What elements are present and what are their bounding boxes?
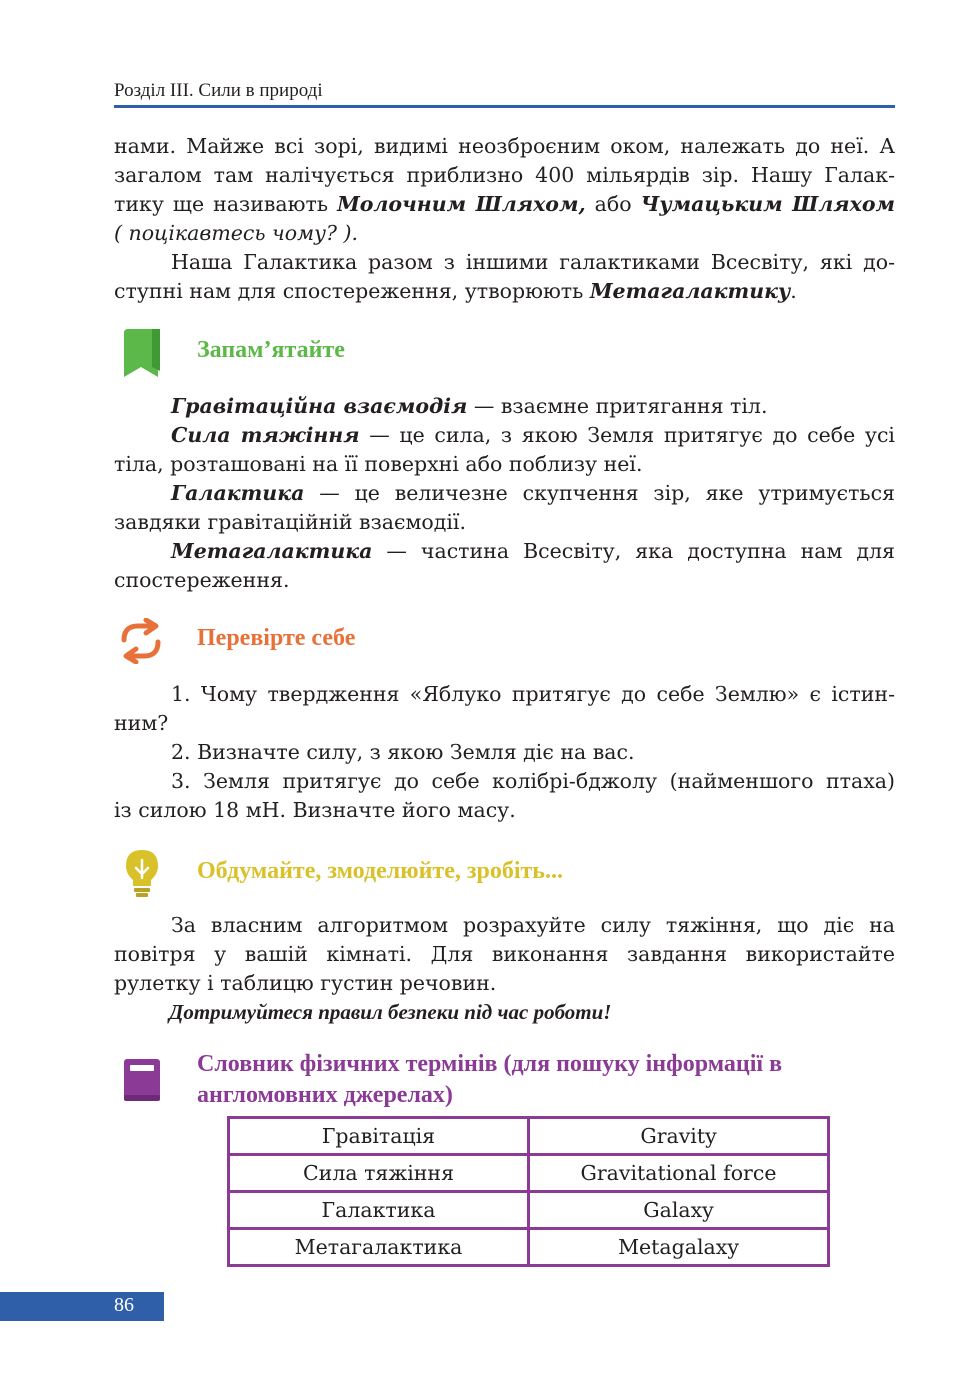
task-line-3: рулетку і таблицю густин речовин. bbox=[114, 971, 497, 995]
remember-title: Запам’ятайте bbox=[197, 337, 345, 363]
task-line-2: повітря у вашій кімнаті. Для виконання завдання використайте bbox=[114, 942, 895, 966]
lightbulb-icon bbox=[122, 848, 162, 898]
intro-line-4: ( поцікавтесь чому? ). bbox=[114, 221, 359, 245]
term-en: Gravity bbox=[529, 1118, 829, 1155]
terms-table bbox=[227, 1116, 830, 1267]
bookmark-icon bbox=[122, 327, 162, 379]
term-chumatskyi-shliakh: Чумацьким Шляхом bbox=[640, 192, 895, 216]
term-en: Galaxy bbox=[529, 1192, 829, 1229]
safety-note: Дотримуйтеся правил безпеки під час роботи! bbox=[169, 1000, 612, 1024]
running-header: Розділ ІІІ. Сили в природі bbox=[114, 80, 323, 101]
definition-metagalaxy-line-1: Метагалактика — частина Всесвіту, яка доступна нам для bbox=[171, 539, 895, 563]
question-3-line-2: із силою 18 мН. Визначте його масу. bbox=[114, 798, 516, 822]
question-1-line-2: ним? bbox=[114, 711, 169, 735]
table-row bbox=[229, 1118, 829, 1155]
definition-gravity-force-line-2: тіла, розташовані на її поверхні або поблизу неї. bbox=[114, 452, 643, 476]
book-icon bbox=[122, 1057, 162, 1103]
question-3-line-1: 3. Земля притягує до себе колібрі-бджолу (найменшого птаха) bbox=[171, 769, 895, 793]
intro-p2-line-1: Наша Галактика разом з іншими галактиками Всесвіту, які до- bbox=[171, 250, 895, 274]
task-line-1: За власним алгоритмом розрахуйте силу тяжіння, що діє на bbox=[171, 913, 895, 937]
intro-line-1: нами. Майже всі зорі, видимі неозброєним оком, належать до неї. А bbox=[114, 134, 895, 158]
page-number-badge bbox=[0, 1292, 164, 1321]
term-en: Metagalaxy bbox=[529, 1229, 829, 1266]
definition-galaxy-line-1: Галактика — це величезне скупчення зір, яке утримується bbox=[171, 481, 895, 505]
definition-metagalaxy-line-2: спостереження. bbox=[114, 568, 290, 592]
term-uk: Метагалактика bbox=[229, 1229, 529, 1266]
definition-gravity-force-line-1: Сила тяжіння — це сила, з якою Земля притягує до себе усі bbox=[171, 423, 895, 447]
term-uk: Сила тяжіння bbox=[229, 1155, 529, 1192]
check-title: Перевірте себе bbox=[197, 625, 356, 651]
dictionary-title-line-1: Словник фізичних термінів (для пошуку інформації в bbox=[197, 1051, 783, 1077]
page-number: 86 bbox=[114, 1294, 134, 1316]
term-en: Gravitational force bbox=[529, 1155, 829, 1192]
definition-galaxy-line-2: завдяки гравітаційній взаємодії. bbox=[114, 510, 467, 534]
definition-gravitational-interaction: Гравітаційна взаємодія — взаємне притягання тіл. bbox=[171, 394, 768, 418]
table-row bbox=[229, 1155, 829, 1192]
term-milky-way: Молочним Шляхом, bbox=[337, 192, 586, 216]
table-row bbox=[229, 1192, 829, 1229]
table-row bbox=[229, 1229, 829, 1266]
cycle-arrows-icon bbox=[116, 618, 166, 664]
intro-line-3: тику ще називають Молочним Шляхом, або Чумацьким Шляхом bbox=[114, 192, 895, 216]
term-uk: Галактика bbox=[229, 1192, 529, 1229]
intro-p2-line-2: ступні нам для спостереження, утворюють Метагалактику. bbox=[114, 279, 797, 303]
intro-line-2: загалом там налічується приблизно 400 мільярдів зір. Нашу Галак- bbox=[114, 163, 895, 187]
term-metagalaxy: Метагалактику bbox=[589, 279, 791, 303]
dictionary-title-line-2: англомовних джерелах) bbox=[197, 1082, 453, 1108]
question-1-line-1: 1. Чому твердження «Яблуко притягує до себе Землю» є істин- bbox=[171, 682, 895, 706]
question-2: 2. Визначте силу, з якою Земля діє на вас. bbox=[171, 740, 635, 764]
think-title: Обдумайте, змоделюйте, зробіть... bbox=[197, 858, 563, 884]
header-rule bbox=[114, 105, 895, 108]
term-uk: Гравітація bbox=[229, 1118, 529, 1155]
